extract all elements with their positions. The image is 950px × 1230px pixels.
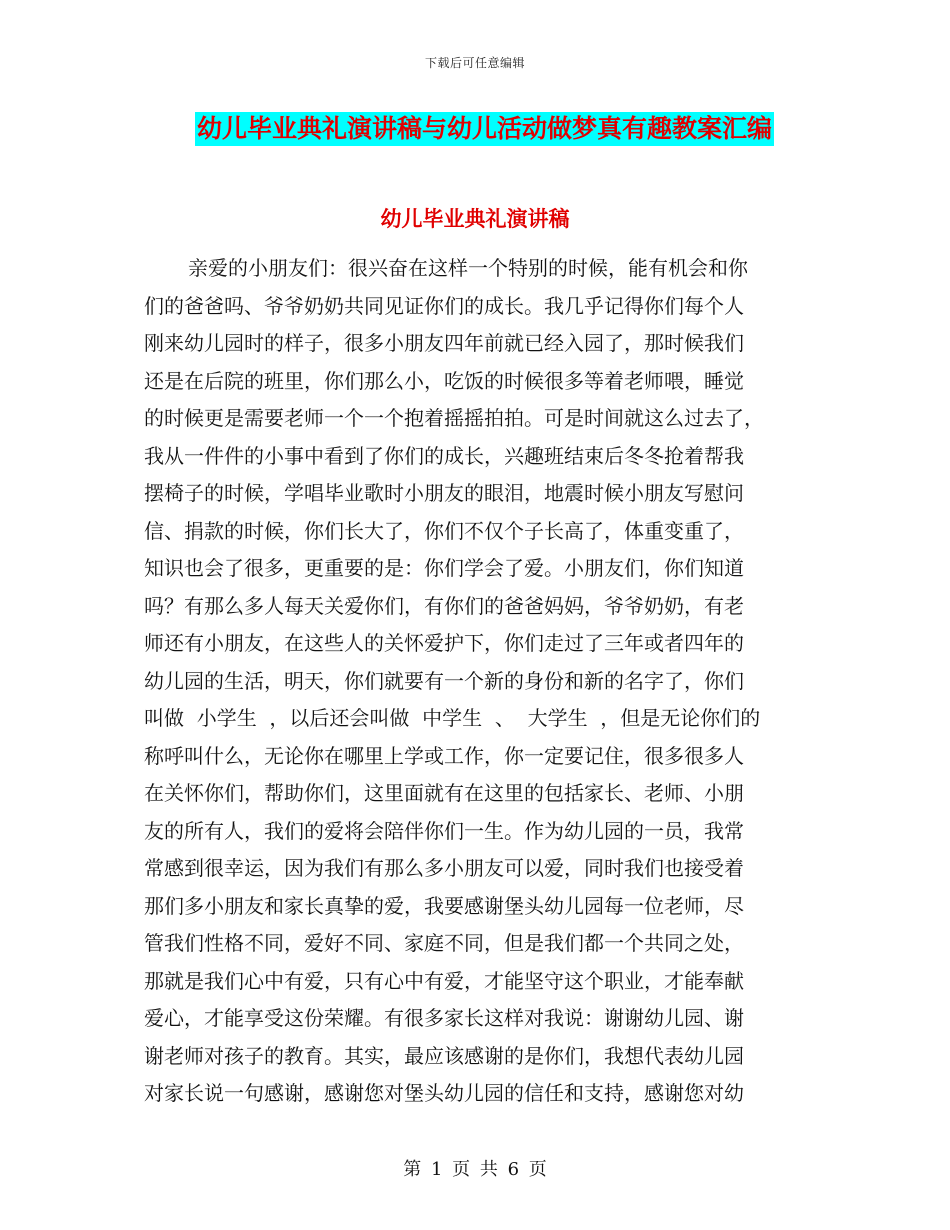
body-line: 刚来幼儿园时的样子，很多小朋友四年前就已经入园了，那时候我们 [144, 331, 744, 355]
header-note: 下载后可任意编辑 [424, 56, 525, 70]
body-line: 对家长说一句感谢，感谢您对堡头幼儿园的信任和支持，感谢您对幼 [144, 1081, 744, 1105]
body-line: 的时候更是需要老师一个一个抱着摇摇拍拍。可是时间就这么过去了， [144, 406, 764, 430]
body-line: 我从一件件的小事中看到了你们的成长，兴趣班结束后冬冬抢着帮我 [144, 443, 744, 468]
body-line: 幼儿园的生活，明天，你们就要有一个新的身份和新的名字了，你们 [144, 668, 744, 693]
body-line: 友的所有人，我们的爱将会陪伴你们一生。作为幼儿园的一员，我常 [144, 818, 744, 843]
body-line: 那就是我们心中有爱，只有心中有爱，才能坚守这个职业，才能奉献 [144, 968, 744, 993]
body-line: 亲爱的小朋友们：很兴奋在这样一个特别的时候，能有机会和你 [188, 256, 748, 280]
body-line: 们的爸爸吗、爷爷奶奶共同见证你们的成长。我几乎记得你们每个人 [144, 293, 744, 318]
body-line: 管我们性格不同，爱好不同、家庭不同，但是我们都一个共同之处， [144, 931, 744, 955]
body-line: 知识也会了很多，更重要的是：你们学会了爱。小朋友们，你们知道 [144, 556, 744, 580]
body-line: 称呼叫什么，无论你在哪里上学或工作，你一定要记住，很多很多人 [144, 743, 744, 768]
body-line: 叫做 小学生 ，以后还会叫做 中学生 、 大学生 ，但是无论你们的 [144, 706, 761, 730]
body-line: 吗？有那么多人每天关爱你们，有你们的爸爸妈妈，爷爷奶奶，有老 [144, 593, 744, 618]
speech-body [144, 250, 814, 1113]
body-line: 爱心，才能享受这份荣耀。有很多家长这样对我说：谢谢幼儿园、谢 [144, 1006, 744, 1030]
body-line: 师还有小朋友，在这些人的关怀爱护下，你们走过了三年或者四年的 [144, 631, 744, 655]
document-title: 幼儿毕业典礼演讲稿与幼儿活动做梦真有趣教案汇编 [195, 112, 774, 146]
page-footer: 第 1 页 共 6 页 [403, 1159, 547, 1180]
body-line: 信、捐款的时候，你们长大了，你们不仅个子长高了，体重变重了， [144, 518, 744, 543]
body-line: 还是在后院的班里，你们那么小，吃饭的时候很多等着老师喂，睡觉 [144, 368, 744, 393]
body-line: 谢老师对孩子的教育。其实，最应该感谢的是你们，我想代表幼儿园 [144, 1043, 744, 1068]
body-line: 在关怀你们，帮助你们，这里面就有在这里的包括家长、老师、小朋 [144, 781, 744, 805]
body-line: 摆椅子的时候，学唱毕业歌时小朋友的眼泪，地震时候小朋友写慰问 [144, 481, 744, 505]
body-line: 那们多小朋友和家长真挚的爱，我要感谢堡头幼儿园每一位老师，尽 [144, 893, 744, 918]
body-line: 常感到很幸运，因为我们有那么多小朋友可以爱，同时我们也接受着 [144, 856, 744, 880]
section-title: 幼儿毕业典礼演讲稿 [380, 207, 570, 231]
